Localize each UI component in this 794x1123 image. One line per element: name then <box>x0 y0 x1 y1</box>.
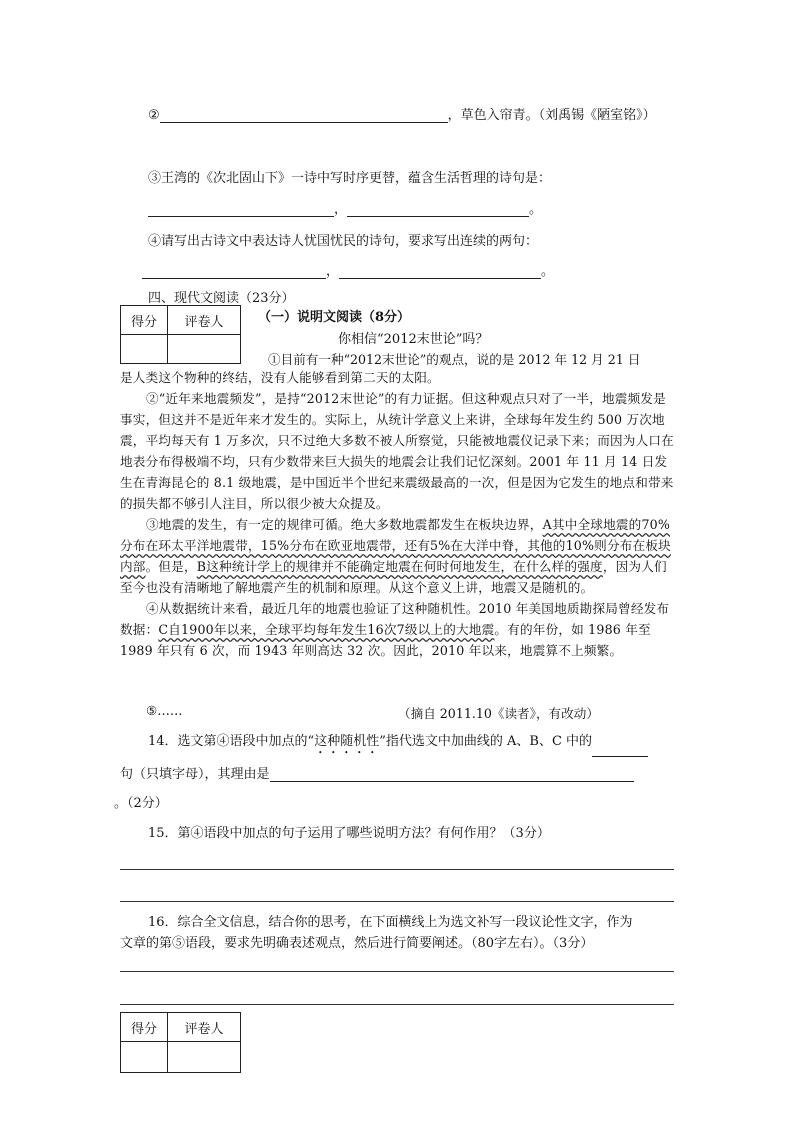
wavy-sentence-b: B这种统计学上的规律并不能确定地震在何时何地发生，在什么样的强度 <box>196 559 603 574</box>
q3-end: 。 <box>529 202 543 217</box>
q4-answer-row <box>142 260 554 279</box>
q16-answer-line-2[interactable] <box>120 1004 674 1005</box>
wavy-sentence-c: C自1900年以来，全球平均每年发生16次7级以上的大地震 <box>158 622 495 637</box>
q15-answer-line-2[interactable] <box>120 901 674 902</box>
section-title: 四、现代文阅读（23分） <box>148 291 295 306</box>
q2-line <box>148 104 656 123</box>
p3-pre: ③地震的发生，有一定的规律可循。绝大多数地震都发生在板块边界， <box>146 517 543 532</box>
paragraph-5: ⑤…… <box>146 703 183 718</box>
q3-blank-2[interactable] <box>347 202 529 217</box>
q16-answer-line-1[interactable] <box>120 971 674 972</box>
q15-prompt: 15．第④语段中加点的句子运用了哪些说明方法？有何作用？（3分） <box>148 826 550 841</box>
q14-line-2 <box>120 763 634 782</box>
q4-separator: ， <box>326 264 340 279</box>
source-note: （摘自 2011.10《读者》，有改动） <box>398 706 599 721</box>
p4-post: 。有的年份，如 1986 年至 1989 年只有 6 次，而 1943 年则高达 32 次。因此，2010 年以来，地震算不上频繁。 <box>120 622 651 658</box>
q4-prompt: ④请写出古诗文中表达诗人忧国忧民的诗句，要求写出连续的两句： <box>148 234 539 249</box>
paragraph-1-cont: 是人类这个物种的终结，没有人能够看到第二天的太阳。 <box>120 370 440 385</box>
reading-title: 你相信“2012末世论”吗？ <box>338 332 489 347</box>
grader-cell[interactable] <box>168 335 241 364</box>
q4-blank-1[interactable] <box>142 264 326 279</box>
q2-answer-blank[interactable] <box>160 108 448 123</box>
p3-post: ，因为人们至今也没有清晰地了解地震产生的机制和原理。从这个意义上讲，地震又是随机的。 <box>120 559 667 595</box>
q4-end: 。 <box>541 264 555 279</box>
score-header: 得分 <box>121 1013 168 1042</box>
grader-cell[interactable] <box>168 1042 241 1073</box>
q14-reason-label: 句（只填字母），其理由是 <box>120 767 270 782</box>
score-cell[interactable] <box>121 335 168 364</box>
q16-prompt-line-1: 16．综合全文信息，结合你的思考，在下面横线上为选文补写一段议论性文字，作为 <box>148 915 633 930</box>
reading-p1-first-line: ①目前有一种“2012末世论”的观点，说的是 2012 年 12 月 21 日 <box>268 352 641 367</box>
paragraph-2: ②“近年来地震频发”，是持“2012末世论”的有力证据。但这种观点只对了一半，地震频发是事实，但这并不是近年来才发生的。实际上，从统计学意义上来讲，全球每年发生约 500 万次地震，平均每天有 1 万多次，只不过绝大多数不被人所察觉，只能被地震仪记录下来；而因为人口在地表分布得极端不均，只有少数带来巨大损失的地震会让我们记忆深刻。2001 年 11 月 14 日发生在青海昆仑的 8.1 级地震，是中国近半个世纪来震级最高的一次，但是因为它发生的地点和带来的损失都不够引人注目，所以很少被大众提及。 <box>120 391 674 511</box>
q14-post: ”指代选文中加曲线的 A、B、C 中的 <box>379 734 593 749</box>
q4-blank-2[interactable] <box>339 264 541 279</box>
q14-line-1 <box>148 730 648 757</box>
wavy-sentence-a: A其中全球地震的70%分布在环太平洋地震带，15%分布在欧亚地震带，还有5%在大洋中脊，其他的10%则分布在板块内部 <box>120 517 671 574</box>
q14-dotted-term: 这种随机性 <box>314 734 380 749</box>
p4-pre: ④从数据统计来看，最近几年的地震也验证了这种随机性。2010 年美国地质勘探局曾经发布数据： <box>120 601 670 637</box>
q14-pre: 14．选文第④语段中加点的“ <box>148 734 315 749</box>
q3-blank-1[interactable] <box>148 202 334 217</box>
score-box-2 <box>120 1012 241 1073</box>
score-cell[interactable] <box>121 1042 168 1073</box>
q16-prompt-line-2: 文章的第⑤语段，要求先明确表述观点，然后进行简要阐述。（80字左右）。（3分） <box>120 936 594 951</box>
paragraph-3 <box>120 514 675 598</box>
q3-answer-row <box>148 198 542 217</box>
q3-separator: ， <box>334 202 348 217</box>
q2-number: ② <box>148 108 160 123</box>
q15-answer-line-1[interactable] <box>120 869 674 870</box>
q2-tail: ，草色入帘青。（刘禹锡《陋室铭》） <box>447 108 656 123</box>
paragraph-4 <box>120 598 675 661</box>
q14-points: 。（2分） <box>114 796 168 811</box>
q3-prompt: ③王湾的《次北固山下》一诗中写时序更替，蕴含生活哲理的诗句是： <box>148 171 552 186</box>
reading-body <box>120 367 675 661</box>
p3-mid: 。但是， <box>145 559 197 574</box>
q14-reason-blank[interactable] <box>270 767 634 782</box>
score-header: 得分 <box>121 306 168 335</box>
q14-letter-blank[interactable] <box>592 742 648 757</box>
score-box-1 <box>120 305 241 364</box>
grader-header: 评卷人 <box>168 306 241 335</box>
grader-header: 评卷人 <box>168 1013 241 1042</box>
reading-heading: （一）说明文阅读（8分） <box>258 310 411 325</box>
